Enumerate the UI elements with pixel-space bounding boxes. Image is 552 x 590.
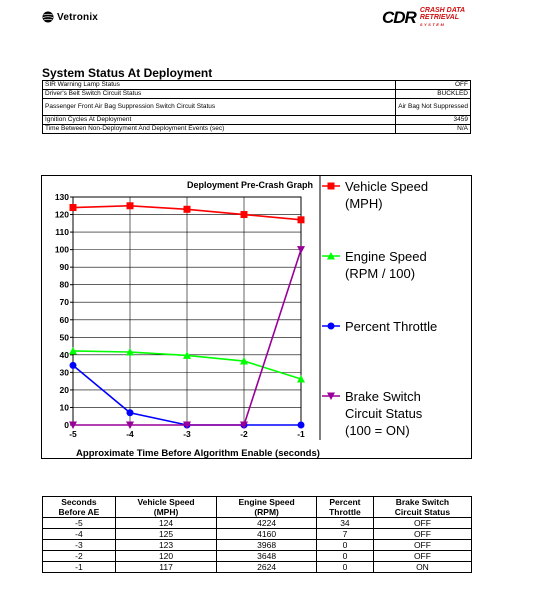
table-cell: 0: [316, 551, 373, 562]
data-point-series-0: [184, 206, 191, 213]
table-cell: OFF: [373, 518, 471, 529]
y-tick-label: 80: [59, 279, 69, 290]
status-label: Ignition Cycles At Deployment: [43, 116, 396, 125]
table-cell: 3648: [217, 551, 317, 562]
legend-label: (MPH): [345, 196, 383, 211]
cdr-line3: SYSTEM: [419, 22, 446, 27]
table-row: [43, 518, 472, 529]
y-tick-label: 50: [59, 332, 69, 343]
cdr-line2: RETRIEVAL: [419, 14, 459, 21]
pre-crash-data-table: [42, 496, 472, 573]
table-header-row: [43, 497, 472, 508]
table-cell: -1: [43, 562, 116, 573]
table-row: [43, 529, 472, 540]
cdr-mark: CDR: [382, 7, 416, 27]
table-cell: 3968: [217, 540, 317, 551]
status-label: Passenger Front Air Bag Suppression Switch Circuit Status: [43, 99, 396, 116]
column-header: Before AE: [43, 507, 116, 518]
table-cell: ON: [373, 562, 471, 573]
legend-label: Vehicle Speed: [345, 179, 429, 194]
data-point-series-2: [70, 362, 77, 369]
x-tick-label: -1: [297, 429, 305, 439]
x-tick-label: -2: [240, 429, 248, 439]
chart-title: Deployment Pre-Crash Graph: [186, 180, 314, 190]
vetronix-wordmark: Vetronix: [57, 11, 99, 23]
y-tick-label: 130: [54, 192, 69, 202]
table-cell: OFF: [373, 540, 471, 551]
legend-label: (RPM / 100): [345, 266, 416, 281]
y-tick-label: 90: [59, 262, 69, 273]
cdr-line1: CRASH DATA: [419, 7, 466, 14]
column-header: Throttle: [316, 507, 373, 518]
legend-label: Brake Switch: [345, 389, 421, 404]
y-tick-label: 40: [59, 349, 69, 360]
table-cell: -4: [43, 529, 116, 540]
table-cell: 0: [316, 562, 373, 573]
status-value: OFF: [396, 81, 471, 90]
column-header: Engine Speed: [217, 497, 317, 508]
table-cell: 123: [115, 540, 216, 551]
status-value: BUCKLED: [396, 90, 471, 99]
column-header: Vehicle Speed: [115, 497, 216, 508]
y-tick-label: 10: [59, 402, 69, 413]
status-section-title: System Status At Deployment: [42, 66, 213, 80]
column-header: Seconds: [43, 497, 116, 508]
column-header: (RPM): [217, 507, 317, 518]
column-header: Circuit Status: [373, 507, 471, 518]
table-cell: OFF: [373, 551, 471, 562]
status-label: Time Between Non-Deployment And Deployment Events (sec): [43, 125, 396, 134]
table-row: [43, 551, 472, 562]
status-label: Driver's Belt Switch Circuit Status: [43, 90, 396, 99]
table-row: [43, 562, 472, 573]
data-point-series-2: [298, 422, 305, 429]
column-header: Percent: [316, 497, 373, 508]
legend-label: Circuit Status: [345, 406, 423, 421]
y-tick-label: 20: [59, 384, 69, 395]
table-cell: 4160: [217, 529, 317, 540]
y-tick-label: 70: [59, 297, 69, 308]
table-cell: -5: [43, 518, 116, 529]
column-header: Brake Switch: [373, 497, 471, 508]
y-tick-label: 30: [59, 367, 69, 378]
table-cell: -3: [43, 540, 116, 551]
legend-label: Percent Throttle: [345, 319, 438, 334]
legend-label: (100 = ON): [345, 423, 410, 438]
table-cell: 4224: [217, 518, 317, 529]
table-cell: -2: [43, 551, 116, 562]
y-tick-label: 110: [55, 227, 69, 238]
x-tick-label: -5: [69, 429, 77, 439]
table-cell: 117: [115, 562, 216, 573]
data-point-series-0: [70, 204, 77, 211]
status-value: 3459: [396, 116, 471, 125]
table-header-row: [43, 507, 472, 518]
status-value: Air Bag Not Suppressed: [396, 99, 471, 116]
data-point-series-0: [127, 202, 134, 209]
legend-label: Engine Speed: [345, 249, 427, 264]
table-cell: 120: [115, 551, 216, 562]
table-cell: 34: [316, 518, 373, 529]
table-row: [43, 540, 472, 551]
data-point-series-2: [127, 409, 134, 416]
x-tick-label: -3: [183, 429, 191, 439]
data-point-series-0: [241, 211, 248, 218]
table-cell: OFF: [373, 529, 471, 540]
legend-marker: [328, 323, 335, 330]
table-cell: 0: [316, 540, 373, 551]
table-cell: 2624: [217, 562, 317, 573]
status-label: SIR Warning Lamp Status: [43, 81, 396, 90]
table-cell: 124: [115, 518, 216, 529]
y-tick-label: 120: [54, 209, 69, 220]
column-header: (MPH): [115, 507, 216, 518]
data-point-series-0: [298, 216, 305, 223]
table-cell: 125: [115, 529, 216, 540]
legend-marker: [328, 183, 335, 190]
table-cell: 7: [316, 529, 373, 540]
x-axis-label: Approximate Time Before Algorithm Enable (seconds): [76, 448, 320, 459]
y-tick-label: 0: [64, 420, 69, 430]
y-tick-label: 100: [54, 244, 69, 255]
x-tick-label: -4: [126, 429, 134, 439]
status-value: N/A: [396, 125, 471, 134]
y-tick-label: 60: [59, 314, 69, 325]
